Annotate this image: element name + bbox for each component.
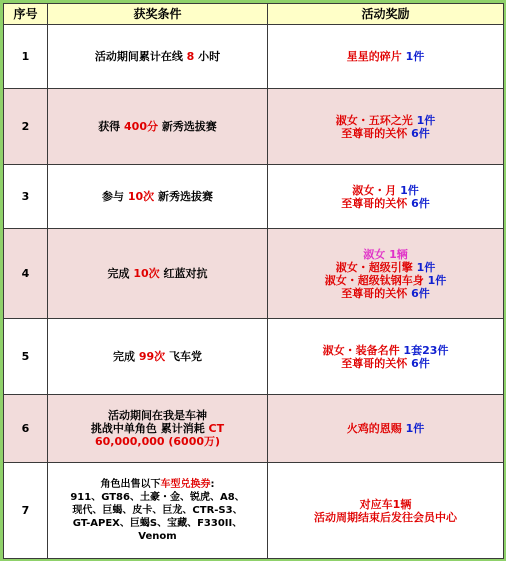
reward-cell-text: 淑女・超级钛钢车身 xyxy=(324,273,424,287)
reward-cell-line xyxy=(270,127,501,140)
table-row xyxy=(4,229,504,319)
row-number: 2 xyxy=(4,89,48,165)
reward-cell-text: 1件 xyxy=(412,260,436,274)
condition-cell-text: 60,000,000 (6000万) xyxy=(94,435,221,448)
condition-cell-line xyxy=(50,422,265,435)
condition-cell-line xyxy=(50,478,265,491)
condition-cell xyxy=(48,229,268,319)
condition-cell-text: 400分 xyxy=(120,120,162,133)
reward-cell-line xyxy=(270,184,501,197)
reward-cell-text: 淑女・五环之光 xyxy=(335,113,413,127)
condition-cell-text: 8 xyxy=(182,50,199,63)
condition-cell-text: 完成 xyxy=(107,267,130,280)
reward-cell-text: 6件 xyxy=(407,196,430,210)
condition-cell-line xyxy=(50,50,265,63)
condition-cell-text: 完成 xyxy=(113,350,136,363)
row-number: 7 xyxy=(4,463,48,559)
reward-cell-line xyxy=(270,357,501,370)
reward-cell-text: 1套23件 xyxy=(399,343,449,357)
reward-cell-text: 6件 xyxy=(407,286,430,300)
header-condition: 获奖条件 xyxy=(48,4,268,25)
reward-table xyxy=(3,3,504,559)
condition-cell xyxy=(48,319,268,395)
reward-cell-line xyxy=(270,248,501,261)
condition-cell-line xyxy=(50,530,265,543)
condition-cell-text: CT xyxy=(204,422,225,435)
reward-cell xyxy=(268,395,504,463)
reward-cell-text: 淑女・月 xyxy=(352,183,397,197)
reward-cell xyxy=(268,25,504,89)
reward-cell-text: 至尊哥的关怀 xyxy=(341,286,408,300)
condition-cell xyxy=(48,89,268,165)
reward-cell-text: 至尊哥的关怀 xyxy=(341,126,408,140)
reward-cell-text: 淑女・装备名件 xyxy=(322,343,400,357)
reward-cell-text: 1件 xyxy=(412,113,436,127)
condition-cell-line xyxy=(50,435,265,448)
reward-cell-line xyxy=(270,197,501,210)
row-number: 4 xyxy=(4,229,48,319)
condition-cell-text: 现代、巨蝎、皮卡、巨龙、CTR-S3、 xyxy=(72,505,243,516)
reward-cell-text: 至尊哥的关怀 xyxy=(341,356,408,370)
condition-cell-line xyxy=(50,517,265,530)
reward-cell-text: 对应车1辆 xyxy=(359,497,412,511)
header-no: 序号 xyxy=(4,4,48,25)
reward-cell-text: 1辆 xyxy=(385,247,408,261)
condition-cell-text: 活动期间累计在线 xyxy=(94,50,183,63)
condition-cell-line xyxy=(50,120,265,133)
table-row xyxy=(4,25,504,89)
condition-cell xyxy=(48,165,268,229)
reward-cell-text: 6件 xyxy=(407,356,430,370)
row-number: 6 xyxy=(4,395,48,463)
condition-cell-text: 活动期间在我是车神 xyxy=(108,409,207,422)
condition-cell-text: 新秀选拔赛 xyxy=(157,190,213,203)
reward-cell-line xyxy=(270,344,501,357)
condition-cell-text: Venom xyxy=(138,531,177,542)
row-number: 5 xyxy=(4,319,48,395)
condition-cell-line xyxy=(50,350,265,363)
reward-cell-line xyxy=(270,114,501,127)
reward-cell-text: 6件 xyxy=(407,126,430,140)
reward-cell xyxy=(268,229,504,319)
reward-cell xyxy=(268,89,504,165)
reward-cell xyxy=(268,165,504,229)
condition-cell xyxy=(48,25,268,89)
condition-cell-text: 车型兑换券 xyxy=(160,479,211,490)
row-number: 3 xyxy=(4,165,48,229)
condition-cell-text: 获得 xyxy=(98,120,121,133)
reward-cell-text: 活动周期结束后发往会员中心 xyxy=(314,510,457,524)
condition-cell-text: 99次 xyxy=(135,350,169,363)
condition-cell-text: 角色出售以下 xyxy=(100,479,161,490)
reward-cell-text: 星星的碎片 xyxy=(346,50,402,63)
reward-cell-text: 火鸡的恩赐 xyxy=(346,422,402,435)
condition-cell-line xyxy=(50,409,265,422)
reward-cell xyxy=(268,463,504,559)
header-reward: 活动奖励 xyxy=(268,4,504,25)
reward-cell-line xyxy=(270,287,501,300)
condition-cell-line xyxy=(50,504,265,517)
reward-cell-line xyxy=(270,422,501,435)
reward-cell-line xyxy=(270,498,501,511)
condition-cell-text: 红蓝对抗 xyxy=(163,267,208,280)
condition-cell-text: 参与 xyxy=(102,190,125,203)
condition-cell xyxy=(48,463,268,559)
condition-cell-line xyxy=(50,491,265,504)
table-row xyxy=(4,89,504,165)
condition-cell-text: : xyxy=(210,479,215,490)
table-row xyxy=(4,319,504,395)
condition-cell-text: 10次 xyxy=(129,267,164,280)
condition-cell-text: GT-APEX、巨蝎S、宝藏、F330II、 xyxy=(72,518,243,529)
reward-cell-text: 1件 xyxy=(396,183,419,197)
reward-cell-line xyxy=(270,511,501,524)
condition-cell xyxy=(48,395,268,463)
condition-cell-line xyxy=(50,267,265,280)
reward-cell-line xyxy=(270,50,501,63)
condition-cell-text: 小时 xyxy=(198,50,221,63)
table-header-row xyxy=(4,4,504,25)
condition-cell-text: 10次 xyxy=(124,190,158,203)
condition-cell-line xyxy=(50,190,265,203)
reward-cell-line xyxy=(270,274,501,287)
condition-cell-text: 911、GT86、土豪・金、锐虎、A8、 xyxy=(70,492,245,503)
reward-cell-text: 1件 xyxy=(401,50,425,63)
reward-cell-text: 1件 xyxy=(423,273,447,287)
condition-cell-text: 新秀选拔赛 xyxy=(161,120,217,133)
reward-cell xyxy=(268,319,504,395)
condition-cell-text: 挑战中单角色 累计消耗 xyxy=(90,422,205,435)
row-number: 1 xyxy=(4,25,48,89)
reward-cell-text: 至尊哥的关怀 xyxy=(341,196,408,210)
table-row xyxy=(4,165,504,229)
table-row xyxy=(4,463,504,559)
reward-cell-line xyxy=(270,261,501,274)
reward-cell-text: 1件 xyxy=(401,422,425,435)
condition-cell-text: 飞车党 xyxy=(168,350,202,363)
reward-cell-text: 淑女 xyxy=(363,247,386,261)
reward-cell-text: 淑女・超级引擎 xyxy=(335,260,413,274)
table-row xyxy=(4,395,504,463)
